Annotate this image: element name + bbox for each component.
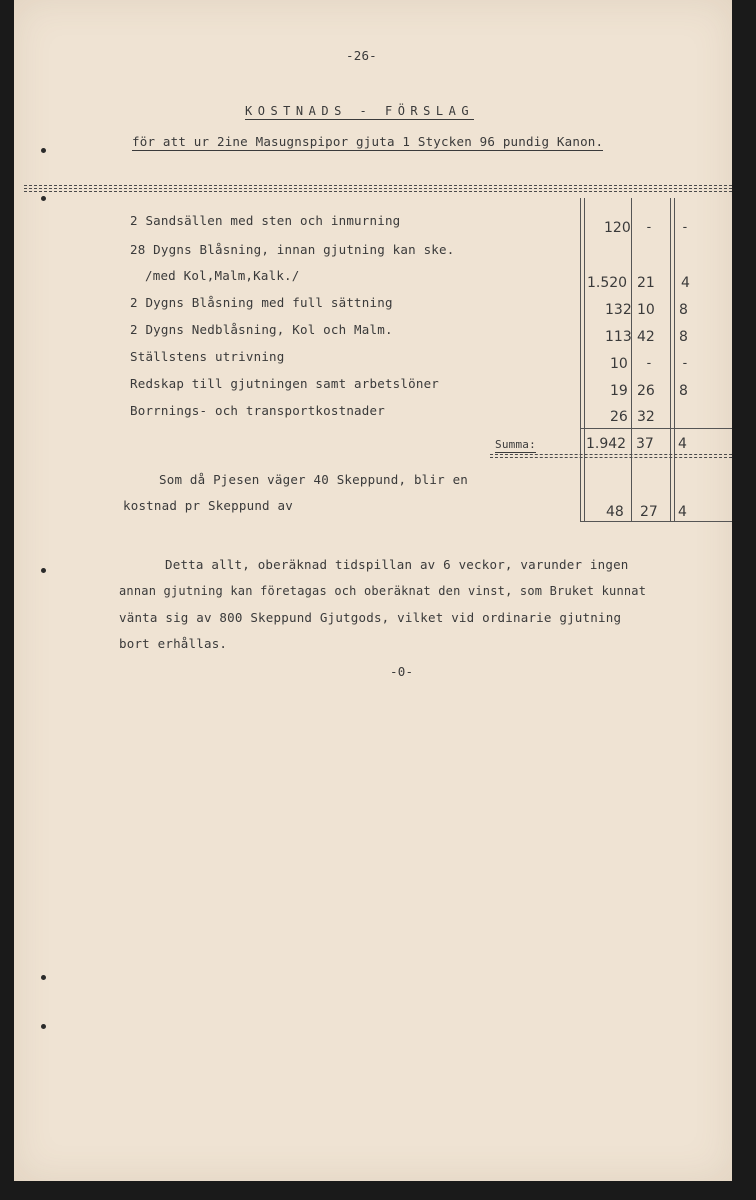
paragraph-line: vänta sig av 800 Skeppund Gjutgods, vilket vid ordinarie gjutning <box>119 610 622 625</box>
punch-hole <box>41 975 46 980</box>
cost-item-riksdaler: 26 <box>610 409 628 425</box>
cost-item-riksdaler: 113 <box>605 329 632 345</box>
cost-item-skilling: - <box>645 356 653 371</box>
cost-item-riksdaler: 120 <box>604 220 631 236</box>
end-mark: -0- <box>390 664 414 679</box>
per-skeppund-runstycken: 4 <box>678 504 687 520</box>
cost-item-text: Borrnings- och transportkostnader <box>130 403 385 418</box>
cost-item-runstycken: 8 <box>679 302 688 318</box>
cost-item-text: Ställstens utrivning <box>130 349 285 364</box>
page-number: -26- <box>346 48 377 63</box>
cost-item-runstycken: - <box>681 356 689 371</box>
cost-item-runstycken: - <box>681 220 689 235</box>
summa-skilling: 37 <box>636 436 654 452</box>
cost-item-skilling: 21 <box>637 275 655 291</box>
summa-double-rule <box>490 457 732 458</box>
cost-item-text: 2 Dygns Blåsning med full sättning <box>130 295 393 310</box>
divider <box>24 191 732 192</box>
cost-item-text: 2 Sandsällen med sten och inmurning <box>130 213 401 228</box>
summa-riksdaler: 1.942 <box>586 436 627 452</box>
column-rule <box>670 198 671 522</box>
cost-item-riksdaler: 132 <box>605 302 632 318</box>
paragraph-line: Detta allt, oberäknad tidspillan av 6 veckor, varunder ingen <box>165 557 629 572</box>
divider <box>24 188 732 189</box>
summa-double-rule <box>490 454 732 455</box>
summa-runstycken: 4 <box>678 436 687 452</box>
total-rule <box>580 521 732 522</box>
column-rule <box>631 198 632 522</box>
column-rule <box>674 198 675 522</box>
cost-item-text: /med Kol,Malm,Kalk./ <box>145 268 300 283</box>
paragraph-line: annan gjutning kan företagas och oberäknat den vinst, som Bruket kunnat <box>119 584 647 598</box>
cost-item-riksdaler: 19 <box>610 383 628 399</box>
punch-hole <box>41 196 46 201</box>
per-skeppund-riksdaler: 48 <box>606 504 624 520</box>
cost-note-line: Som då Pjesen väger 40 Skeppund, blir en <box>159 472 469 487</box>
summa-label: Summa: <box>495 438 536 451</box>
cost-note-line: kostnad pr Skeppund av <box>123 498 293 513</box>
cost-item-runstycken: 4 <box>681 275 690 291</box>
cost-item-skilling: 10 <box>637 302 655 318</box>
document-page <box>14 0 732 1181</box>
per-skeppund-skilling: 27 <box>640 504 658 520</box>
cost-item-text: Redskap till gjutningen samt arbetslöner <box>130 376 440 391</box>
column-rule <box>580 198 581 522</box>
paragraph-line: bort erhållas. <box>119 636 228 651</box>
column-rule <box>584 198 585 522</box>
cost-item-skilling: 32 <box>637 409 655 425</box>
cost-item-runstycken: 8 <box>679 383 688 399</box>
cost-item-riksdaler: 1.520 <box>587 275 628 291</box>
cost-item-skilling: - <box>645 220 653 235</box>
cost-item-text: 28 Dygns Blåsning, innan gjutning kan ske. <box>130 242 455 257</box>
punch-hole <box>41 1024 46 1029</box>
cost-item-riksdaler: 10 <box>610 356 628 372</box>
cost-item-text: 2 Dygns Nedblåsning, Kol och Malm. <box>130 322 393 337</box>
punch-hole <box>41 568 46 573</box>
divider <box>24 185 732 186</box>
punch-hole <box>41 148 46 153</box>
cost-item-skilling: 26 <box>637 383 655 399</box>
document-subtitle: för att ur 2ine Masugnspipor gjuta 1 Stycken 96 pundig Kanon. <box>132 134 604 149</box>
subtotal-rule <box>580 428 732 429</box>
cost-item-skilling: 42 <box>637 329 655 345</box>
document-title: KOSTNADS - FÖRSLAG <box>245 104 475 118</box>
cost-item-runstycken: 8 <box>679 329 688 345</box>
